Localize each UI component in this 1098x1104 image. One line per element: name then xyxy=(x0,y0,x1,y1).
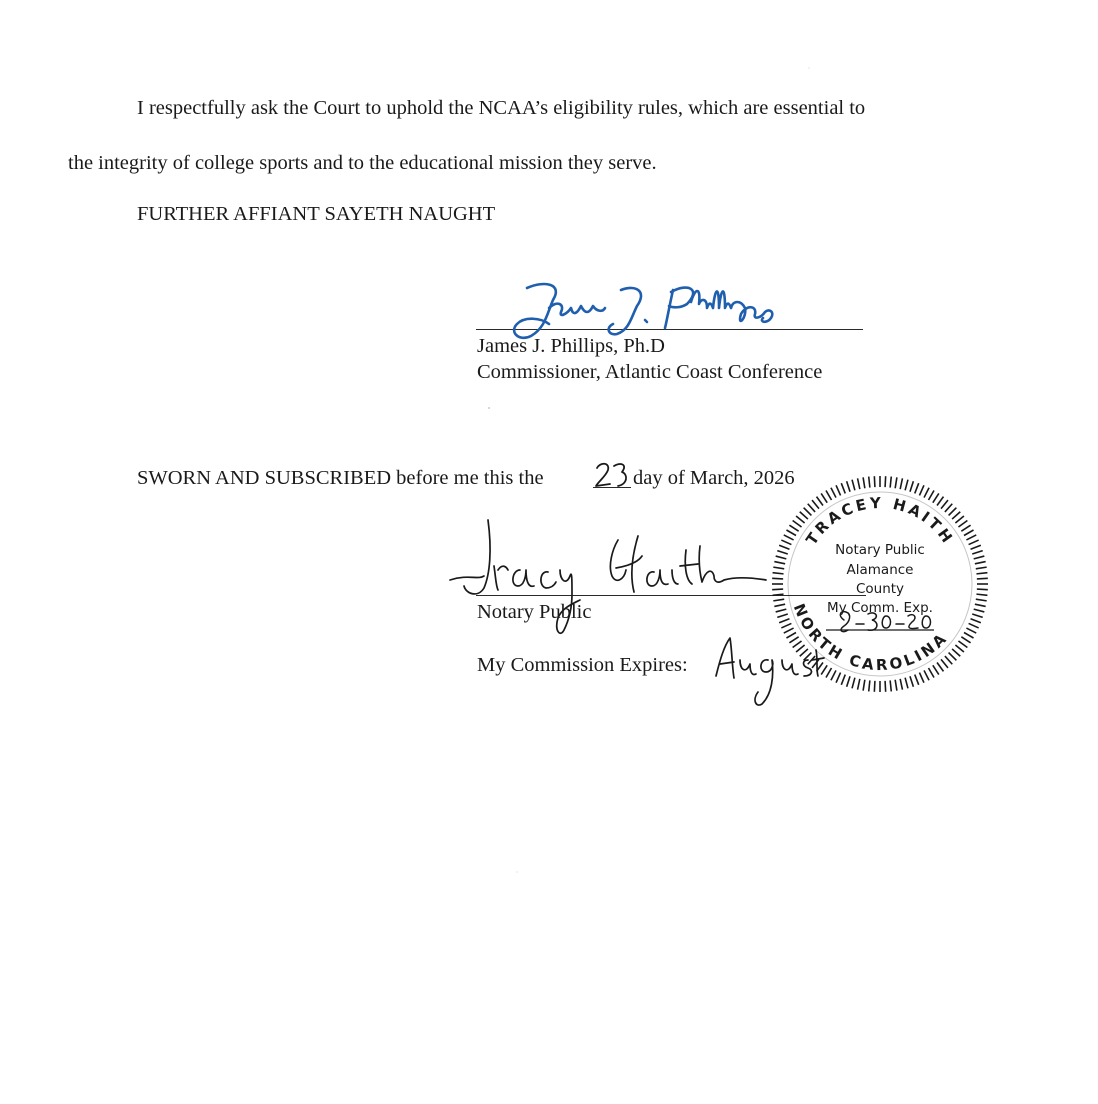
scan-speck xyxy=(488,407,490,409)
jurat-prefix: SWORN AND SUBSCRIBED before me this the xyxy=(137,467,544,489)
closing-statement: FURTHER AFFIANT SAYETH NAUGHT xyxy=(137,203,496,225)
scan-speck xyxy=(808,67,810,69)
jurat-day-handwritten xyxy=(594,460,632,490)
seal-county-label: County xyxy=(855,581,905,597)
seal-state-arc: NORTH CAROLINA xyxy=(789,601,952,675)
seal-notary-public: Notary Public xyxy=(835,542,925,558)
affiant-title: Commissioner, Atlantic Coast Conference xyxy=(477,361,823,383)
notary-public-label: Notary Public xyxy=(477,601,592,623)
scan-speck xyxy=(516,871,518,873)
paragraph-line-2: the integrity of college sports and to the educational mission they serve. xyxy=(68,152,657,174)
affiant-signature xyxy=(505,278,805,348)
paragraph-line-1: I respectfully ask the Court to uphold the NCAA’s eligibility rules, which are essential to xyxy=(137,97,866,119)
notary-signature xyxy=(448,510,778,638)
commission-expires-label: My Commission Expires: xyxy=(477,654,688,676)
seal-name-arc: TRACEY HAITH xyxy=(802,493,958,549)
notary-seal xyxy=(768,472,992,696)
seal-comm-exp: My Comm. Exp. xyxy=(827,600,933,616)
seal-county-name: Alamance xyxy=(846,562,914,578)
jurat-suffix: day of March, 2026 xyxy=(633,467,795,489)
affiant-name: James J. Phillips, Ph.D xyxy=(477,335,665,357)
